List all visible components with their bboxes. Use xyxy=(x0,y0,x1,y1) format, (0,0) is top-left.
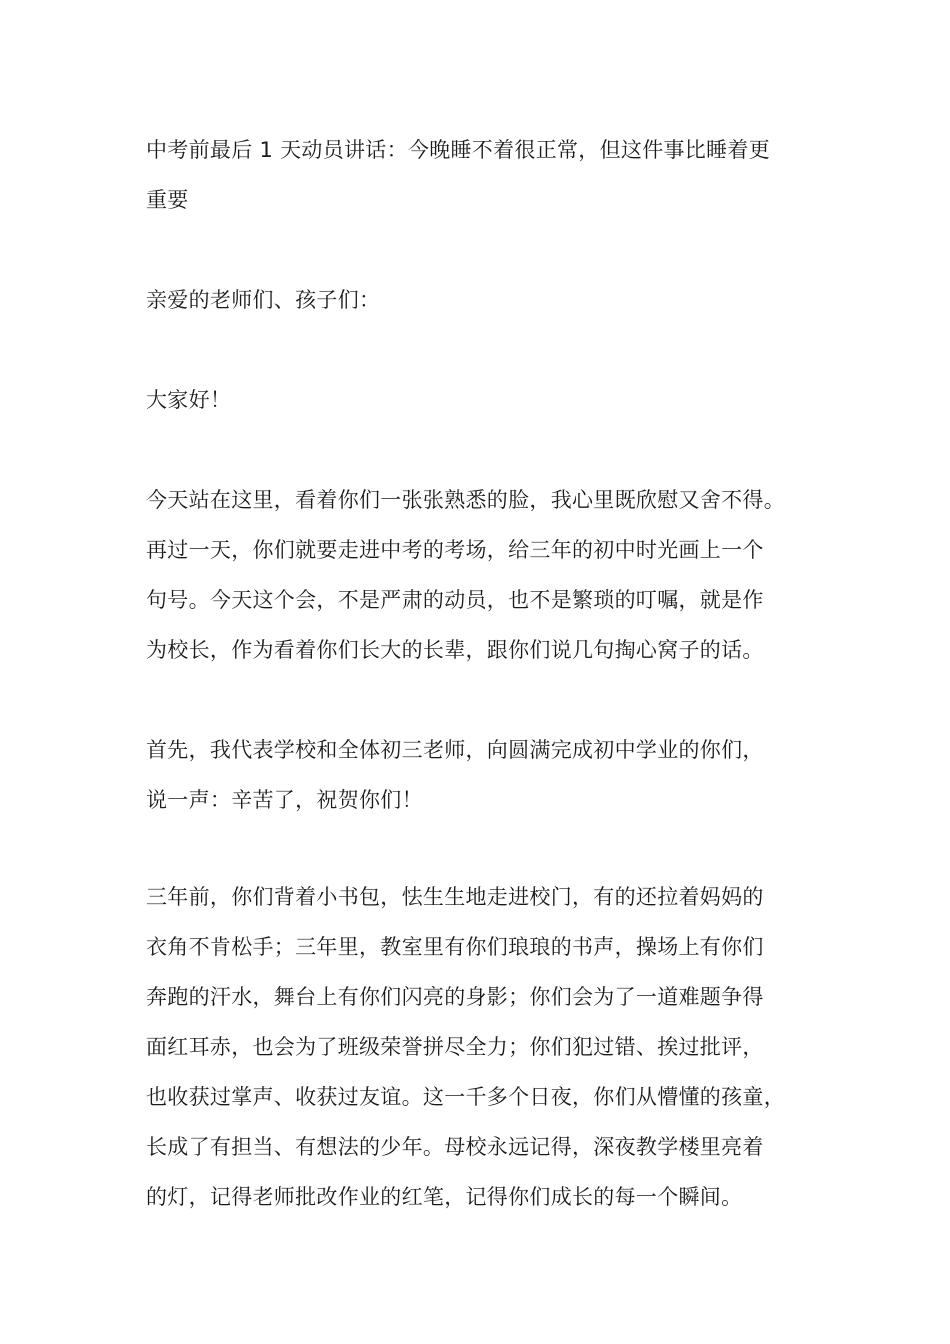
document-title-line-2: 重要 xyxy=(146,188,189,212)
paragraph-1-line-3: 句号。今天这个会，不是严肃的动员，也不是繁琐的叮嘱，就是作 xyxy=(146,588,764,612)
paragraph-1-line-1: 今天站在这里，看着你们一张张熟悉的脸，我心里既欣慰又舍不得。 xyxy=(146,488,785,512)
greeting: 大家好！ xyxy=(146,388,232,412)
paragraph-3-line-3: 奔跑的汗水，舞台上有你们闪亮的身影；你们会为了一道难题争得 xyxy=(146,985,764,1009)
paragraph-3-line-4: 面红耳赤，也会为了班级荣誉拼尽全力；你们犯过错、挨过批评， xyxy=(146,1035,764,1059)
salutation: 亲爱的老师们、孩子们： xyxy=(146,288,381,312)
paragraph-2-line-2: 说一声：辛苦了，祝贺你们！ xyxy=(146,788,423,812)
paragraph-1-line-4: 为校长，作为看着你们长大的长辈，跟你们说几句掏心窝子的话。 xyxy=(146,638,764,662)
paragraph-3-line-5: 也收获过掌声、收获过友谊。这一千多个日夜，你们从懵懂的孩童， xyxy=(146,1085,785,1109)
paragraph-3-line-6: 长成了有担当、有想法的少年。母校永远记得，深夜教学楼里亮着 xyxy=(146,1135,764,1159)
paragraph-3-line-2: 衣角不肯松手；三年里，教室里有你们琅琅的书声，操场上有你们 xyxy=(146,935,764,959)
paragraph-3-line-1: 三年前，你们背着小书包，怯生生地走进校门，有的还拉着妈妈的 xyxy=(146,885,764,909)
paragraph-3-line-7: 的灯，记得老师批改作业的红笔，记得你们成长的每一个瞬间。 xyxy=(146,1185,743,1209)
paragraph-1-line-2: 再过一天，你们就要走进中考的考场，给三年的初中时光画上一个 xyxy=(146,538,764,562)
document-title-line-1: 中考前最后 1 天动员讲话：今晚睡不着很正常，但这件事比睡着更 xyxy=(146,138,771,162)
paragraph-2-line-1: 首先，我代表学校和全体初三老师，向圆满完成初中学业的你们， xyxy=(146,738,764,762)
